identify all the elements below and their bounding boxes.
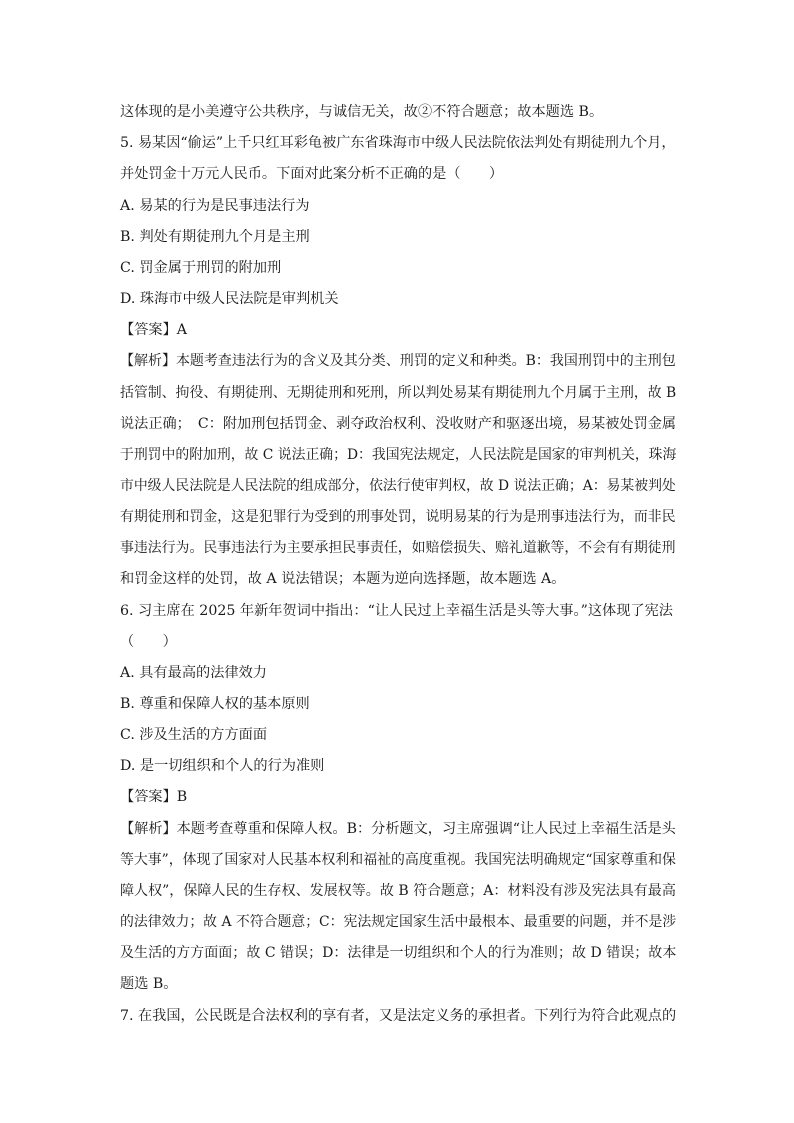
question-6-analysis: 等大事”，体现了国家对人民基本权利和福祉的高度重视。我国宪法明确规定“国家尊重和保 [120,852,676,868]
question-5-option-d: D. 珠海市中级人民法院是审判机关 [120,291,339,307]
question-5-option-b: B. 判处有期徒刑九个月是主刑 [120,229,310,245]
question-5-analysis: 说法正确； C：附加刑包括罚金、剥夺政治权利、没收财产和驱逐出境，易某被处罚金属 [120,416,677,432]
question-6-answer: 【答案】B [120,789,188,805]
question-6-analysis: 题选 B。 [120,976,178,992]
question-5-stem: 5. 易某因“偷运”上千只红耳彩龟被广东省珠海市中级人民法院依法判处有期徒刑九个月， [120,135,676,151]
question-7-stem: 7. 在我国，公民既是合法权利的享有者，又是法定义务的承担者。下列行为符合此观点的 [120,1008,677,1024]
question-6-analysis: 及生活的方方面面；故 C 错误；D：法律是一切组织和个人的行为准则；故 D 错误；故本 [120,945,677,961]
question-6-stem: 6. 习主席在 2025 年新年贺词中指出：“让人民过上幸福生活是头等大事。”这体现了宪法 [120,603,673,619]
question-5-analysis: 和罚金这样的处罚，故 A 说法错误；本题为逆向选择题，故本题选 A。 [120,571,566,587]
question-6-option-b: B. 尊重和保障人权的基本原则 [120,696,310,712]
question-6-option-a: A. 具有最高的法律效力 [120,665,267,681]
question-5-answer: 【答案】A [120,322,187,338]
question-5-stem: 并处罚金十万元人民币。下面对此案分析不正确的是（ ） [120,166,504,182]
question-5-analysis: 于刑罚中的附加刑，故 C 说法正确；D：我国宪法规定，人民法院是国家的审判机关，珠海 [120,447,677,463]
question-5-analysis: 市中级人民法院是人民法院的组成部分，依法行使审判权，故 D 说法正确；A：易某被判处 [120,478,676,494]
question-5-analysis: 括管制、拘役、有期徒刑、无期徒刑和死刑，所以判处易某有期徒刑九个月属于主刑，故 B [120,385,677,401]
question-5-option-c: C. 罚金属于刑罚的附加刑 [120,260,282,276]
question-6-analysis: 【解析】本题考查尊重和保障人权。B：分析题文，习主席强调“让人民过上幸福生活是头 [120,821,676,837]
question-6-stem: （ ） [120,634,177,650]
question-6-analysis: 的法律效力；故 A 不符合题意；C：宪法规定国家生活中最根本、最重要的问题，并不是涉 [120,914,677,930]
question-5-analysis: 【解析】本题考查违法行为的含义及其分类、刑罚的定义和种类。B：我国刑罚中的主刑包 [120,353,676,369]
question-5-option-a: A. 易某的行为是民事违法行为 [120,198,310,214]
question-5-analysis: 事违法行为。民事违法行为主要承担民事责任，如赔偿损失、赔礼道歉等，不会有有期徒刑 [120,540,676,556]
text-line: 这体现的是小美遵守公共秩序，与诚信无关，故②不符合题意；故本题选 B。 [120,104,604,120]
question-5-analysis: 有期徒刑和罚金，这是犯罪行为受到的刑事处罚，说明易某的行为是刑事违法行为，而非民 [120,509,676,525]
question-6-option-d: D. 是一切组织和个人的行为准则 [120,758,325,774]
question-6-option-c: C. 涉及生活的方方面面 [120,727,268,743]
question-6-analysis: 障人权”，保障人民的生存权、发展权等。故 B 符合题意；A：材料没有涉及宪法具有最高 [120,883,676,899]
